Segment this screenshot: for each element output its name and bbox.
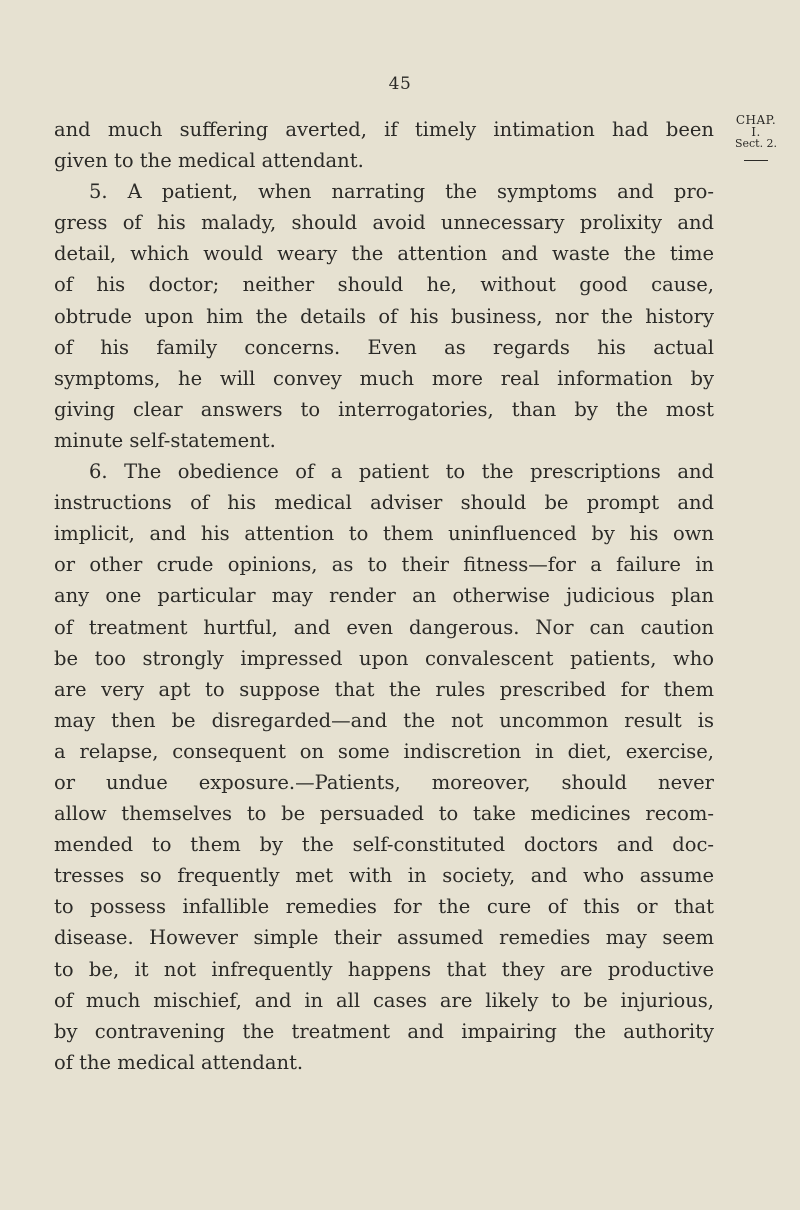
text-line: minute self-statement. bbox=[54, 428, 276, 452]
text-line: of his doctor; neither should he, without good cause, bbox=[54, 273, 714, 297]
text-line: disease. However simple their assumed remedies may seem bbox=[54, 926, 714, 950]
text-line: to be, it not infrequently happens that they are productive bbox=[54, 957, 714, 981]
text-line: 5. A patient, when narrating the symptoms and pro- bbox=[89, 180, 714, 204]
text-line: a relapse, consequent on some indiscretion in diet, exercise, bbox=[54, 739, 714, 763]
text-line: of his family concerns. Even as regards his actual bbox=[54, 335, 714, 359]
text-line: tresses so frequently met with in society, and who assume bbox=[54, 864, 714, 888]
margin-rule bbox=[744, 160, 768, 161]
text-line: or undue exposure.—Patients, moreover, should never bbox=[54, 770, 714, 794]
text-line: of the medical attendant. bbox=[54, 1050, 304, 1074]
text-line: 6. The obedience of a patient to the prescriptions and bbox=[89, 460, 714, 484]
text-line: any one particular may render an otherwise judicious plan bbox=[54, 584, 714, 608]
text-line: allow themselves to be persuaded to take medicines recom- bbox=[54, 802, 714, 826]
text-line: obtrude upon him the details of his business, nor the history bbox=[54, 304, 714, 328]
text-line: giving clear answers to interrogatories, than by the most bbox=[54, 397, 714, 421]
text-line: be too strongly impressed upon convalescent patients, who bbox=[54, 646, 714, 670]
text-line: gress of his malady, should avoid unnecessary prolixity and bbox=[54, 211, 714, 235]
text-line: instructions of his medical adviser should be prompt and bbox=[54, 491, 714, 515]
chapter-label: CHAP. I. bbox=[735, 113, 777, 139]
text-line: detail, which would weary the attention and waste the time bbox=[54, 242, 714, 266]
text-line: or other crude opinions, as to their fitness—for a failure in bbox=[54, 553, 714, 577]
text-line: symptoms, he will convey much more real information by bbox=[54, 366, 714, 390]
text-line: given to the medical attendant. bbox=[54, 149, 364, 173]
text-line: are very apt to suppose that the rules prescribed for them bbox=[54, 677, 714, 701]
body-text bbox=[54, 114, 714, 1078]
text-line: may then be disregarded—and the not uncommon result is bbox=[54, 708, 714, 732]
text-line: of treatment hurtful, and even dangerous. Nor can caution bbox=[54, 615, 714, 639]
section-label: Sect. 2. bbox=[734, 137, 778, 150]
text-line: by contravening the treatment and impairing the authority bbox=[54, 1019, 714, 1043]
text-line: implicit, and his attention to them uninfluenced by his own bbox=[54, 522, 714, 546]
text-line: mended to them by the self-constituted doctors and doc- bbox=[54, 833, 714, 857]
text-line: to possess infallible remedies for the cure of this or that bbox=[54, 895, 714, 919]
text-line: of much mischief, and in all cases are likely to be injurious, bbox=[54, 988, 714, 1012]
page-number: 45 bbox=[388, 74, 412, 94]
margin-note bbox=[729, 114, 783, 161]
text-line: and much suffering averted, if timely intimation had been bbox=[54, 118, 714, 141]
